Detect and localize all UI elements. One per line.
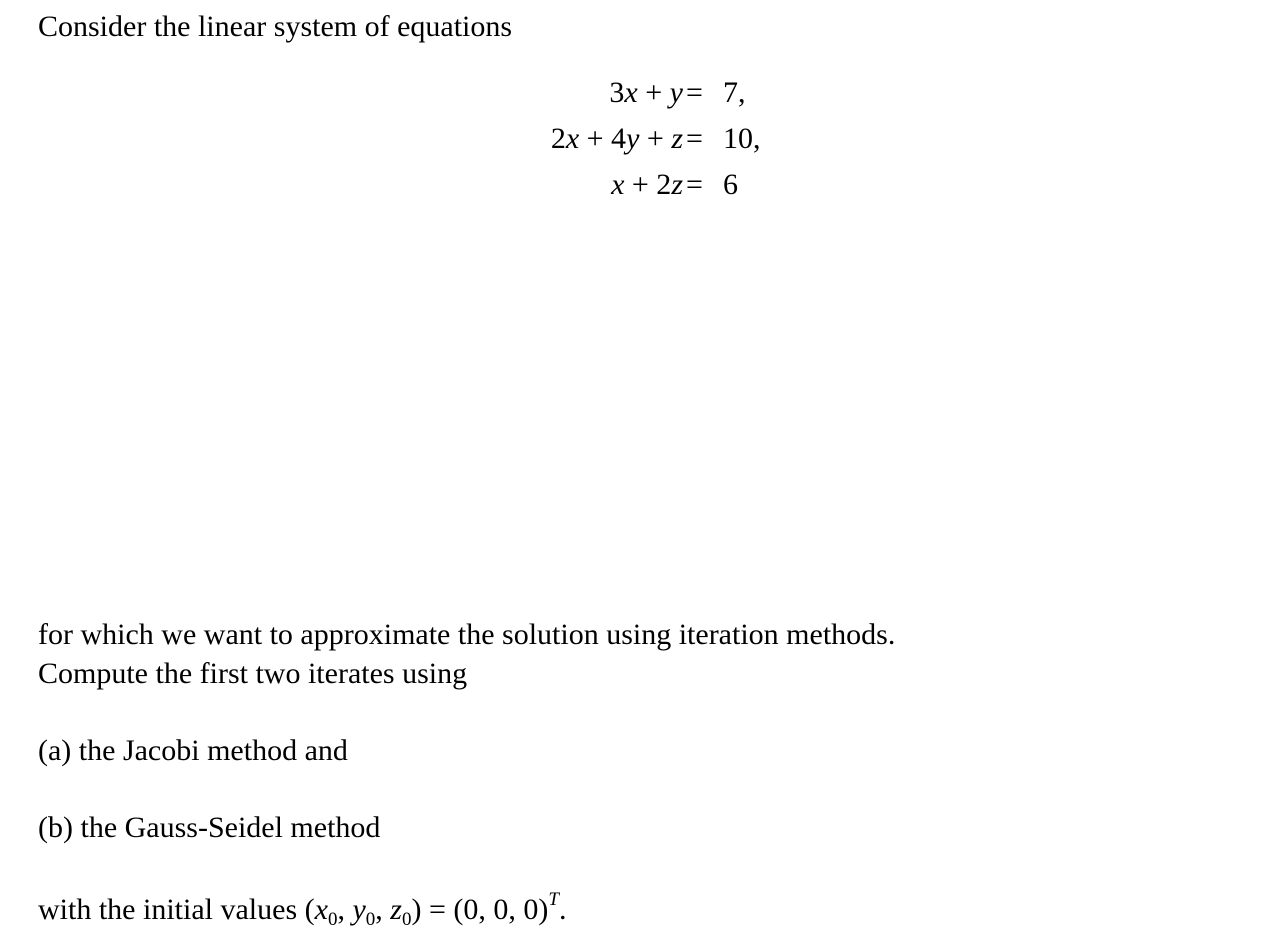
initial-values-text: with the initial values <box>38 893 298 926</box>
paragraph-line-1: for which we want to approximate the solution using iteration methods. <box>38 618 896 651</box>
equation-row-1 <box>0 78 1272 118</box>
item-b-gauss-seidel: (b) the Gauss-Seidel method <box>38 811 381 844</box>
paragraph-line-2: Compute the first two iterates using <box>38 657 468 690</box>
equals-sign: = <box>686 122 703 155</box>
equation-rhs: 10, <box>723 122 761 155</box>
equation-row-3 <box>0 170 1272 210</box>
intro-text: Consider the linear system of equations <box>38 10 513 43</box>
equation-lhs: 3x + y <box>609 76 683 109</box>
initial-values-math: ($x_0$, $y_0$, $z_0) = (0$, 0, 0)$^T$. <box>304 889 567 930</box>
item-a-jacobi: (a) the Jacobi method and <box>38 734 348 767</box>
equation-rhs: 7, <box>723 76 746 109</box>
equals-sign: = <box>686 168 703 201</box>
equation-lhs: 2x + 4y + z <box>550 122 683 155</box>
equation-row-2 <box>0 124 1272 164</box>
equation-rhs: 6 <box>723 168 738 201</box>
initial-values-line <box>38 890 566 929</box>
equals-sign: = <box>686 76 703 109</box>
equation-lhs: x + 2z <box>611 168 683 201</box>
